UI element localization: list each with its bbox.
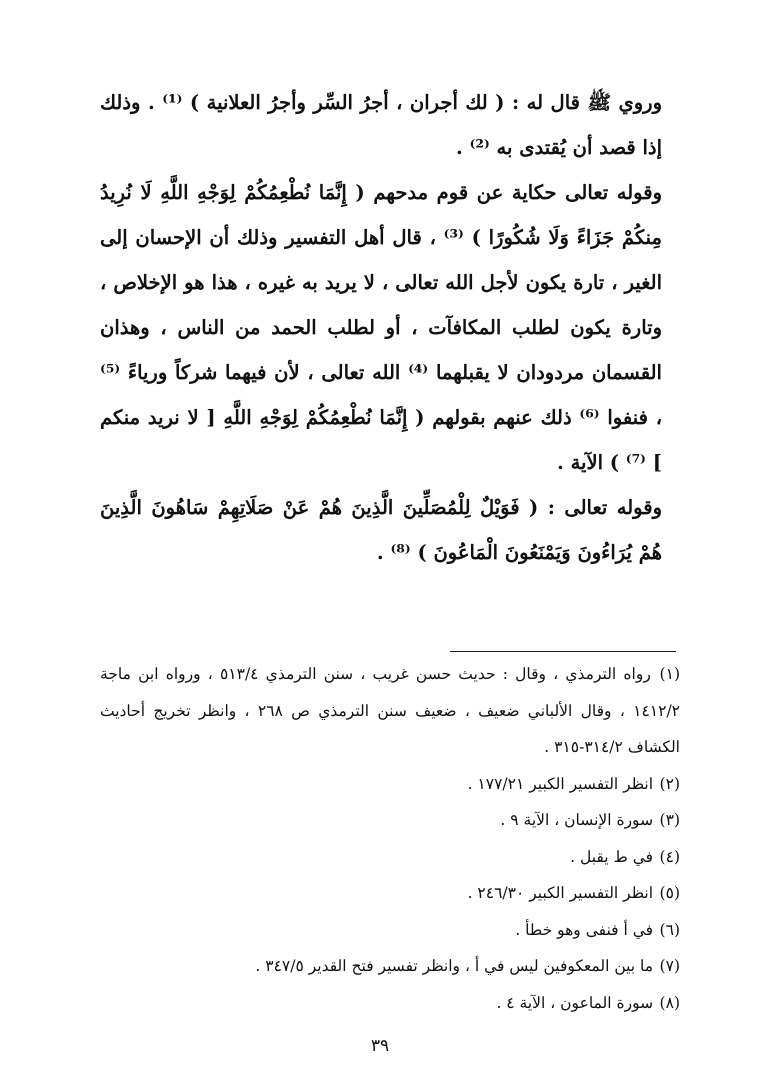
footnote-5	[100, 875, 680, 912]
paragraph-3: وقوله تعالى : ( فَوَيْلٌ لِلْمُصَلِّينَ الَّذِينَ هُمْ عَنْ صَلَاتِهِمْ سَاهُونَ الَّذِينَ هُمْ يُرَاءُونَ وَيَمْنَعُونَ الْمَاعُونَ ) ⁽⁸⁾ .	[100, 496, 662, 564]
footnote-text: رواه الترمذي ، وقال : حديث حسن غريب ، سنن الترمذي ٥١٣/٤ ، ورواه ابن ماجة ١٤١٢/٢ ، وقال الألباني ضعيف ، ضعيف سنن الترمذي ص ٢٦٨ ، وانظر تخريج أحاديث الكشاف ٣١٤/٢-٣١٥ .	[100, 665, 680, 756]
footnote-number: (٥)	[659, 884, 680, 902]
footnotes	[100, 656, 680, 1021]
main-text	[100, 80, 662, 575]
footnote-number: (٣)	[659, 811, 680, 829]
paragraph-2: وقوله تعالى حكاية عن قوم مدحهم ( إِنَّمَا نُطْعِمُكُمْ لِوَجْهِ اللَّهِ لَا نُرِيدُ مِنكُمْ جَزَاءً وَلَا شُكُورًا ) ⁽³⁾ ، قال أهل التفسير وذلك أن الإحسان إلى الغير ، تارة يكون لأجل الله تعالى ، لا يريد به غيره ، هذا هو الإخلاص ، وتارة يكون لطلب المكافآت ، أو لطلب الحمد من الناس ، وهذان القسمان مردودان لا يقبلهما ⁽⁴⁾ الله تعالى ، لأن فيهما شركاً ورياءً ⁽⁵⁾ ، فنفوا ⁽⁶⁾ ذلك عنهم بقولهم ( إِنَّمَا نُطْعِمُكُمْ لِوَجْهِ اللَّهِ [ لا نريد منكم ] ⁽⁷⁾ ) الآية .	[100, 181, 662, 474]
footnote-6	[100, 912, 680, 949]
footnote-text: ما بين المعكوفين ليس في أ ، وانظر تفسير فتح القدير ٣٤٧/٥ .	[255, 957, 654, 975]
footnote-text: سورة الإنسان ، الآية ٩ .	[500, 811, 654, 829]
footnote-7	[100, 948, 680, 985]
footnote-text: في أ فنفى وهو خطأ .	[515, 920, 654, 939]
footnote-1	[100, 656, 680, 766]
footnote-number: (٨)	[659, 993, 680, 1012]
footnote-number: (٢)	[659, 774, 680, 793]
footnote-text: في ط يقبل .	[570, 847, 654, 866]
page-number: ٣٩	[370, 1036, 390, 1056]
footnote-2	[100, 766, 680, 803]
footnote-number: (١)	[659, 665, 680, 683]
footnote-3	[100, 802, 680, 839]
paragraph-1: وروي ﷺ قال له : ( لك أجران ، أجرُ السِّر وأجرُ العلانية ) ⁽¹⁾ . وذلك إذا قصد أن يُقتدى به ⁽²⁾ .	[100, 91, 662, 159]
footnote-8	[100, 985, 680, 1022]
footnote-number: (٦)	[659, 920, 680, 939]
footnote-text: انظر التفسير الكبير ٢٤٦/٣٠ .	[467, 884, 654, 902]
footnote-number: (٧)	[659, 957, 680, 975]
footnote-text: انظر التفسير الكبير ١٧٧/٢١ .	[467, 774, 654, 793]
footnote-separator	[450, 651, 676, 652]
footnote-number: (٤)	[659, 847, 680, 866]
footnote-text: سورة الماعون ، الآية ٤ .	[496, 993, 654, 1012]
footnote-4	[100, 839, 680, 876]
